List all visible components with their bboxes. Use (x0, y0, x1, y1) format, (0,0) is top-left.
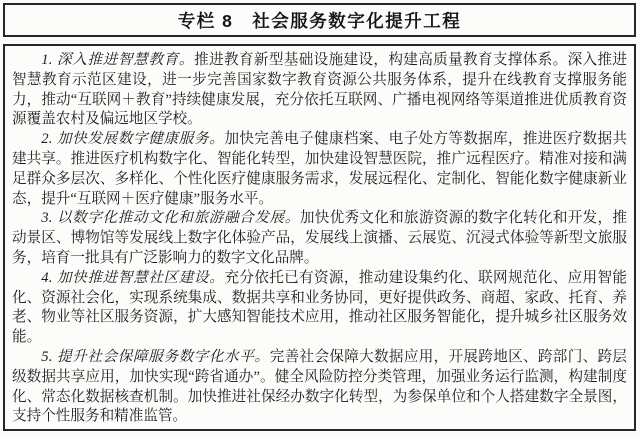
policy-paragraph (12, 51, 627, 130)
paragraph-body: 完善社会保障大数据应用，开展跨地区、跨部门、跨层级数据共享应用，加快实现“跨省通办”。健全风险防控分类管理，加强业务运行监测，构建制度化、常态化数据核查机制。加快推进社保经办数字化转型，为参保单位和个人搭建数字全景图，支持个性服务和精准监管。 (12, 348, 627, 425)
policy-paragraph (12, 130, 627, 209)
policy-paragraph (12, 269, 627, 348)
paragraph-lead: 2. 加快发展数字健康服务。 (41, 131, 225, 148)
paragraph-body: 推进教育新型基础设施建设，构建高质量教育支撑体系。深入推进智慧教育示范区建设，进一步完善国家数字教育资源公共服务体系，提升在线教育支撑服务能力，推动“互联网＋教育”持续健康发展，充分依托互联网、广播电视网络等渠道推进优质教育资源覆盖农村及偏远地区学校。 (12, 52, 627, 128)
paragraph-body: 充分依托已有资源，推动建设集约化、联网规范化、应用智能化、资源社会化，实现系统集成、数据共享和业务协同，更好提供政务、商超、家政、托育、养老、物业等社区服务资源，扩大感知智能技术应用，推动社区服务智能化，提升城乡社区服务效能。 (12, 269, 627, 346)
policy-paragraph (12, 348, 627, 427)
column-title-box (3, 3, 636, 37)
paragraph-body: 加快完善电子健康档案、电子处方等数据库，推进医疗数据共建共享。推进医疗机构数字化、智能化转型，加快建设智慧医院，推广远程医疗。精准对接和满足群众多层次、多样化、个性化医疗健康服务需求，发展远程化、定制化、智能化数字健康新业态，提升“互联网＋医疗健康”服务水平。 (12, 131, 627, 207)
paragraph-lead: 1. 深入推进智慧教育。 (41, 52, 195, 68)
paragraph-lead: 4. 加快推进智慧社区建设。 (41, 269, 225, 286)
paragraph-body: 加快优秀文化和旅游资源的数字化转化和开发，推动景区、博物馆等发展线上数字化体验产品，发展线上演播、云展览、沉浸式体验等新型文旅服务，培育一批具有广泛影响力的数字文化品牌。 (12, 210, 627, 266)
paragraph-lead: 5. 提升社会保障服务数字化水平。 (41, 348, 270, 365)
column-content-box (3, 44, 636, 431)
paragraph-lead: 3. 以数字化推动文化和旅游融合发展。 (41, 210, 300, 227)
policy-paragraph (12, 209, 627, 268)
column-title: 专栏 8 社会服务数字化提升工程 (177, 10, 462, 31)
